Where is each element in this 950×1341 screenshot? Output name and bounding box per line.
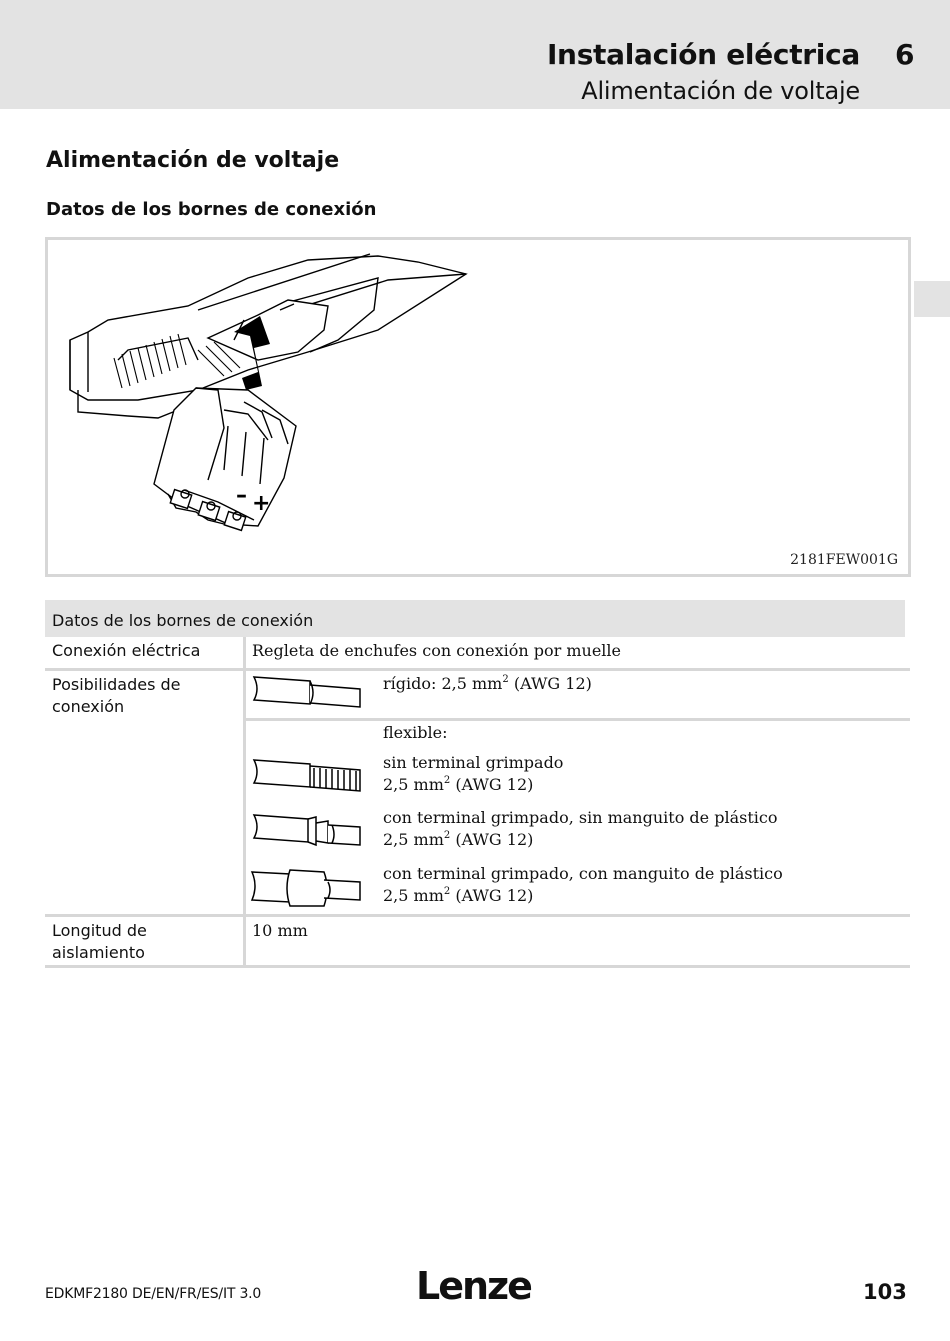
chapter-side-tab [914, 281, 950, 317]
terminal-plus-label: + [252, 491, 271, 516]
document-id: EDKMF2180 DE/EN/FR/ES/IT 3.0 [45, 1286, 262, 1302]
chapter-title: Instalación eléctrica [546, 38, 860, 71]
table-row [45, 671, 910, 917]
section-title: Alimentación de voltaje [46, 148, 340, 173]
figure-box [45, 237, 911, 577]
terminal-minus-label: – [236, 483, 247, 508]
terminal-plug-drawing [48, 240, 908, 574]
flexible-label: flexible: [383, 723, 448, 742]
row-value: Regleta de enchufes con conexión por muelle [252, 641, 621, 660]
sleeved-option: con terminal grimpado, con manguito de plástico 2,5 $mm^2$ (AWG 12) [383, 864, 783, 905]
row-label: Posibilidades de conexión [52, 675, 181, 716]
row-value: 10 mm [252, 921, 308, 940]
table-row [45, 637, 910, 671]
sleeved-wire-icon [250, 866, 366, 912]
chapter-subtitle: Alimentación de voltaje [581, 77, 860, 105]
row-label: Longitud de aislamiento [52, 921, 147, 962]
flexible-option: sin terminal grimpado 2,5 $mm^2$ (AWG 12) [383, 753, 564, 794]
rigid-wire-icon [250, 673, 366, 709]
row-label: Conexión eléctrica [52, 641, 201, 660]
terminal-data-table [45, 600, 910, 968]
flexible-wire-icon [250, 756, 366, 794]
page-number: 103 [863, 1280, 907, 1304]
figure-code: 2181FEW001G [790, 552, 898, 568]
chapter-number: 6 [895, 38, 915, 71]
table-header: Datos de los bornes de conexión [45, 600, 905, 637]
crimped-wire-icon [250, 811, 366, 851]
table-row [45, 917, 910, 968]
section-subtitle: Datos de los bornes de conexión [46, 199, 377, 220]
rigid-option: rígido: 2,5 $mm^2$ (AWG 12) [383, 674, 592, 693]
lenze-logo: Lenze [416, 1264, 531, 1308]
crimped-option: con terminal grimpado, sin manguito de plástico 2,5 $mm^2$ (AWG 12) [383, 808, 778, 849]
